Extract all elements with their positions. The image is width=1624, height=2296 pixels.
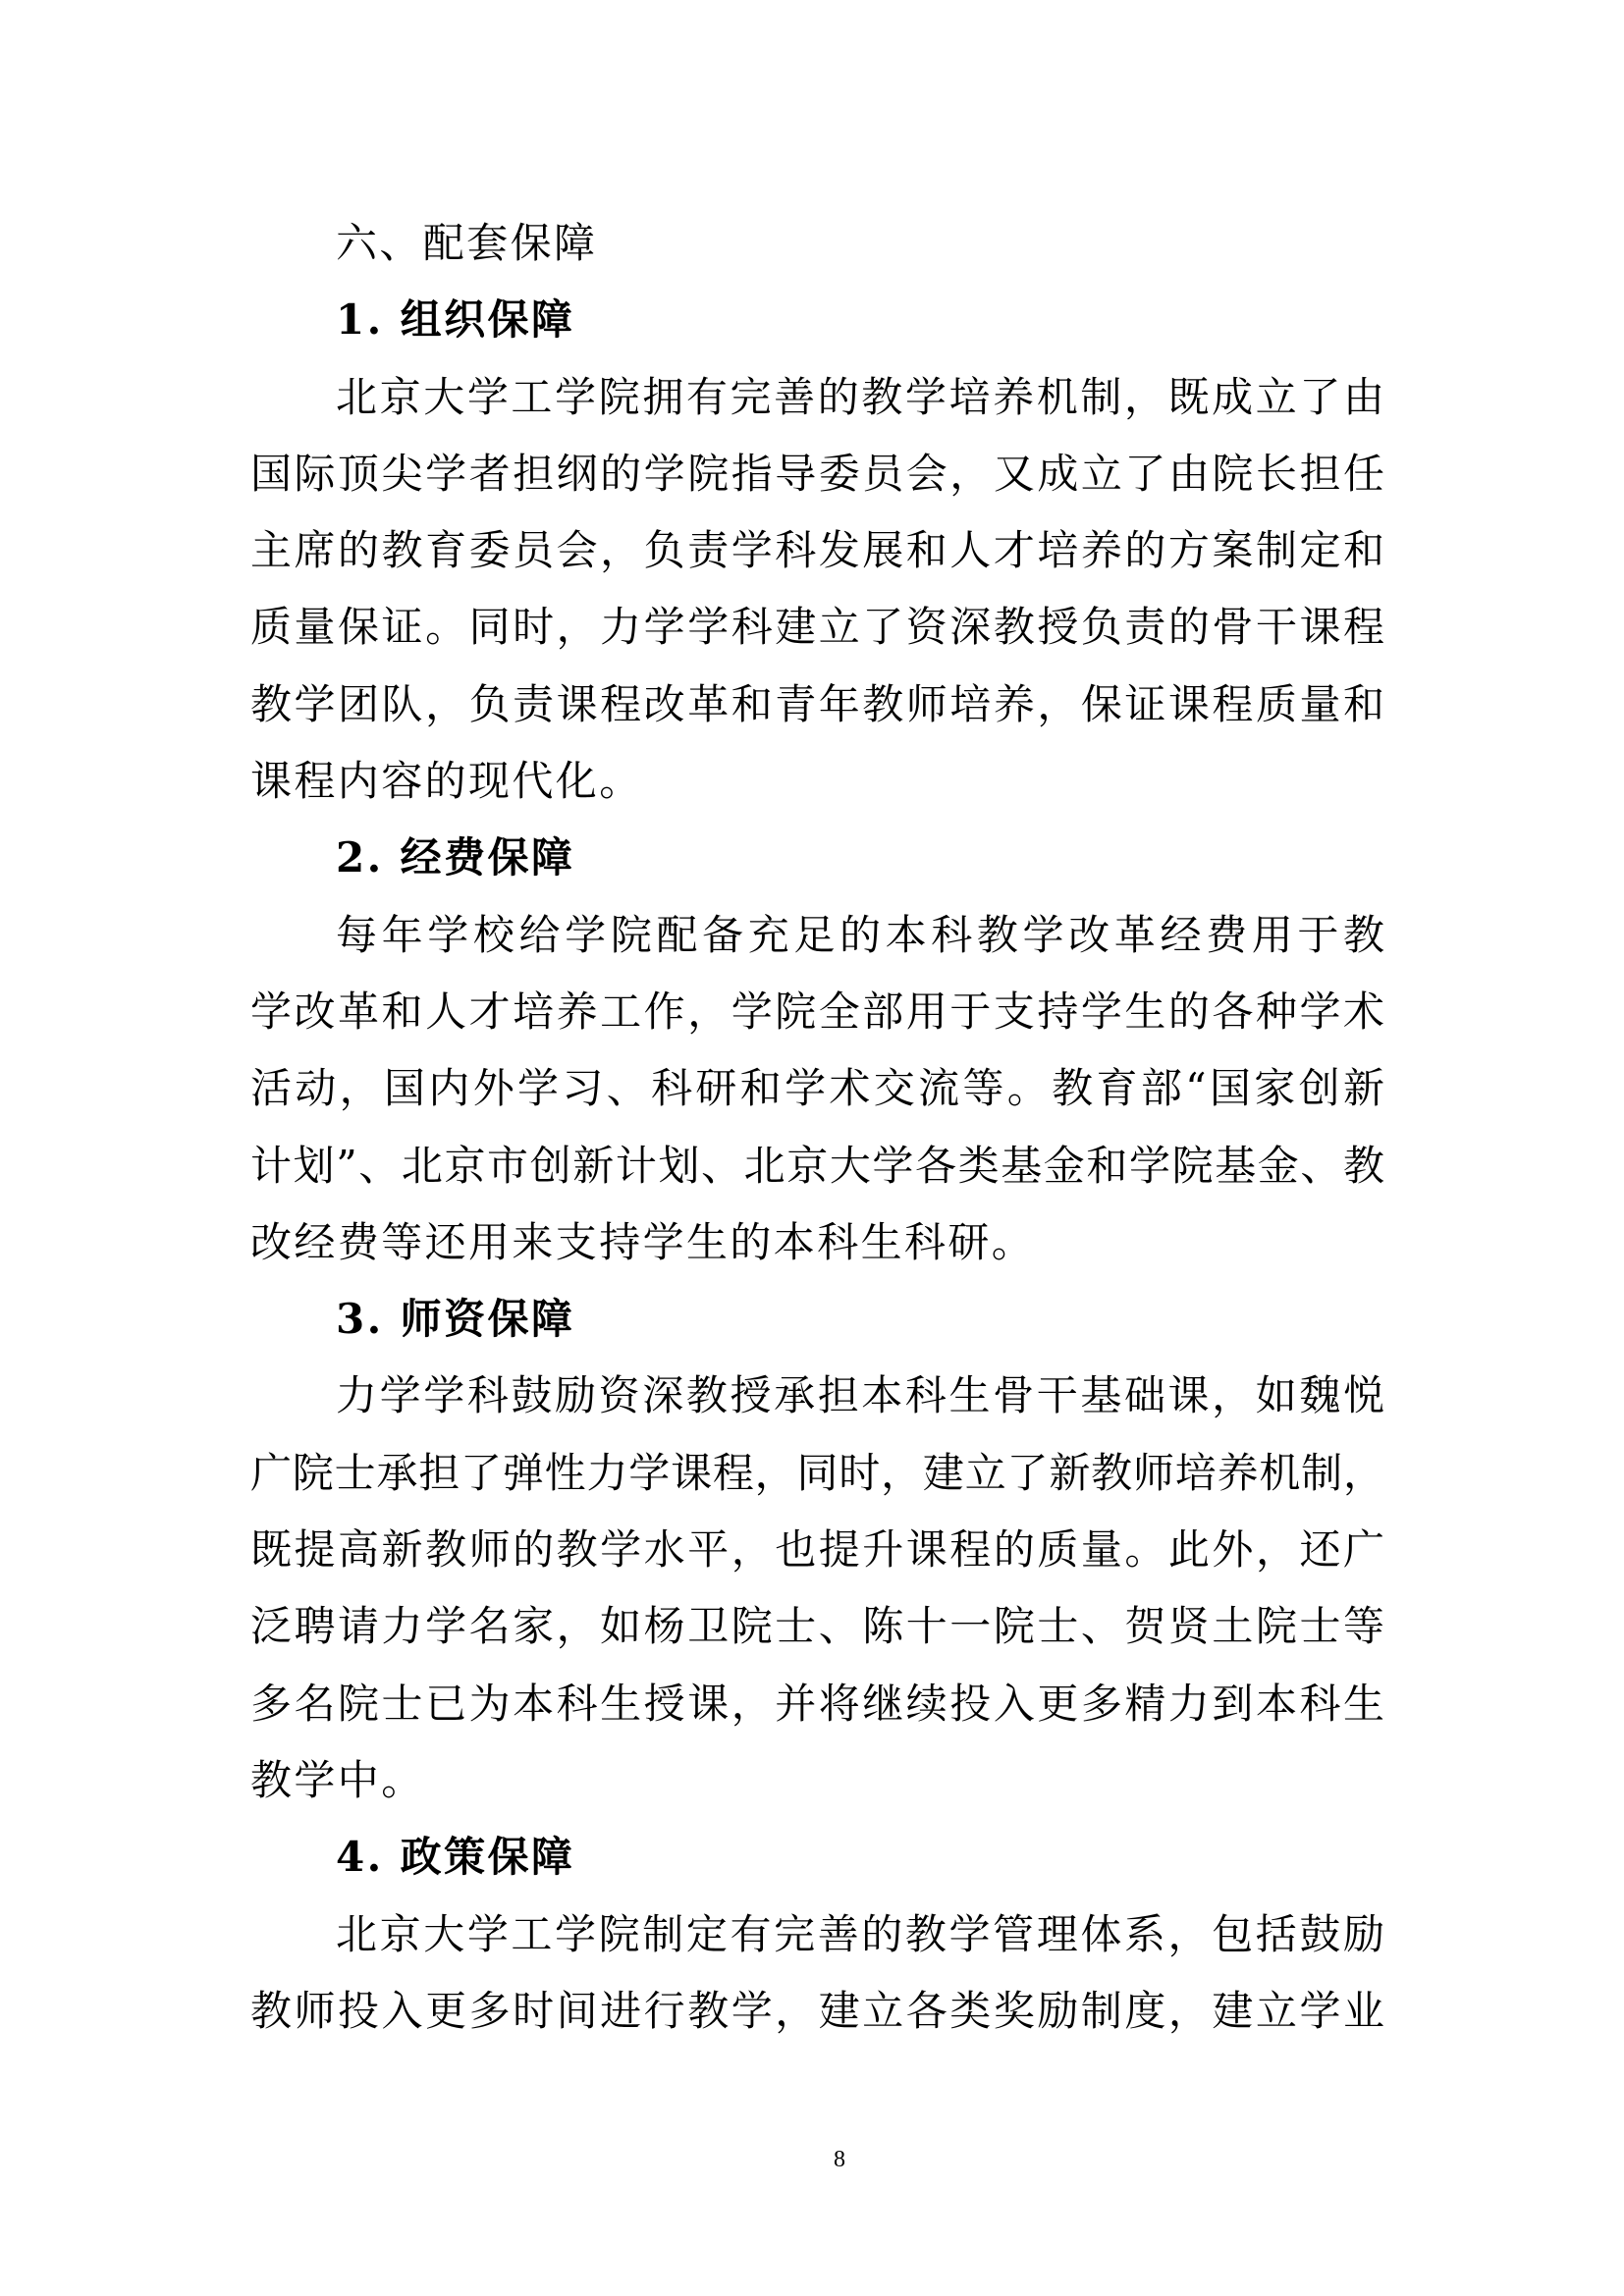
subsection-heading: 1. 组织保障 [336, 295, 575, 345]
subsection-heading: 3. 师资保障 [336, 1295, 575, 1344]
paragraph-line: 主席的教育委员会，负责学科发展和人才培养的方案制定和 [250, 526, 1384, 575]
paragraph-line: 活动，国内外学习、科研和学术交流等。教育部“国家创新 [250, 1064, 1384, 1113]
paragraph-line: 广院士承担了弹性力学课程，同时，建立了新教师培养机制， [250, 1448, 1384, 1497]
paragraph-line: 课程内容的现代化。 [250, 757, 643, 806]
paragraph-line: 北京大学工学院拥有完善的教学培养机制，既成立了由 [336, 372, 1384, 421]
paragraph-line: 每年学校给学院配备充足的本科教学改革经费用于教 [336, 910, 1384, 959]
paragraph-line: 教学团队，负责课程改革和青年教师培养，保证课程质量和 [250, 679, 1384, 728]
paragraph-line: 既提高新教师的教学水平，也提升课程的质量。此外，还广 [250, 1525, 1384, 1575]
subsection-heading: 2. 经费保障 [336, 833, 575, 882]
paragraph-line: 力学学科鼓励资深教授承担本科生骨干基础课，如魏悦 [336, 1371, 1384, 1420]
paragraph-line: 质量保证。同时，力学学科建立了资深教授负责的骨干课程 [250, 603, 1384, 652]
paragraph-line: 教师投入更多时间进行教学，建立各类奖励制度，建立学业 [250, 1986, 1384, 2035]
paragraph-line: 北京大学工学院制定有完善的教学管理体系，包括鼓励 [336, 1909, 1384, 1958]
paragraph-line: 教学中。 [250, 1755, 425, 1804]
page-number: 8 [834, 2147, 845, 2172]
paragraph-line: 多名院士已为本科生授课，并将继续投入更多精力到本科生 [250, 1679, 1384, 1728]
section-title: 六、配套保障 [336, 219, 598, 267]
paragraph-line: 改经费等还用来支持学生的本科生科研。 [250, 1217, 1036, 1266]
paragraph-line: 学改革和人才培养工作，学院全部用于支持学生的各种学术 [250, 987, 1384, 1036]
subsection-heading: 4. 政策保障 [336, 1833, 575, 1882]
page-content [250, 205, 1384, 2050]
paragraph-line: 泛聘请力学名家，如杨卫院士、陈十一院士、贺贤土院士等 [250, 1602, 1384, 1651]
paragraph-line: 计划”、北京市创新计划、北京大学各类基金和学院基金、教 [250, 1141, 1384, 1190]
paragraph-line: 国际顶尖学者担纲的学院指导委员会，又成立了由院长担任 [250, 449, 1384, 498]
